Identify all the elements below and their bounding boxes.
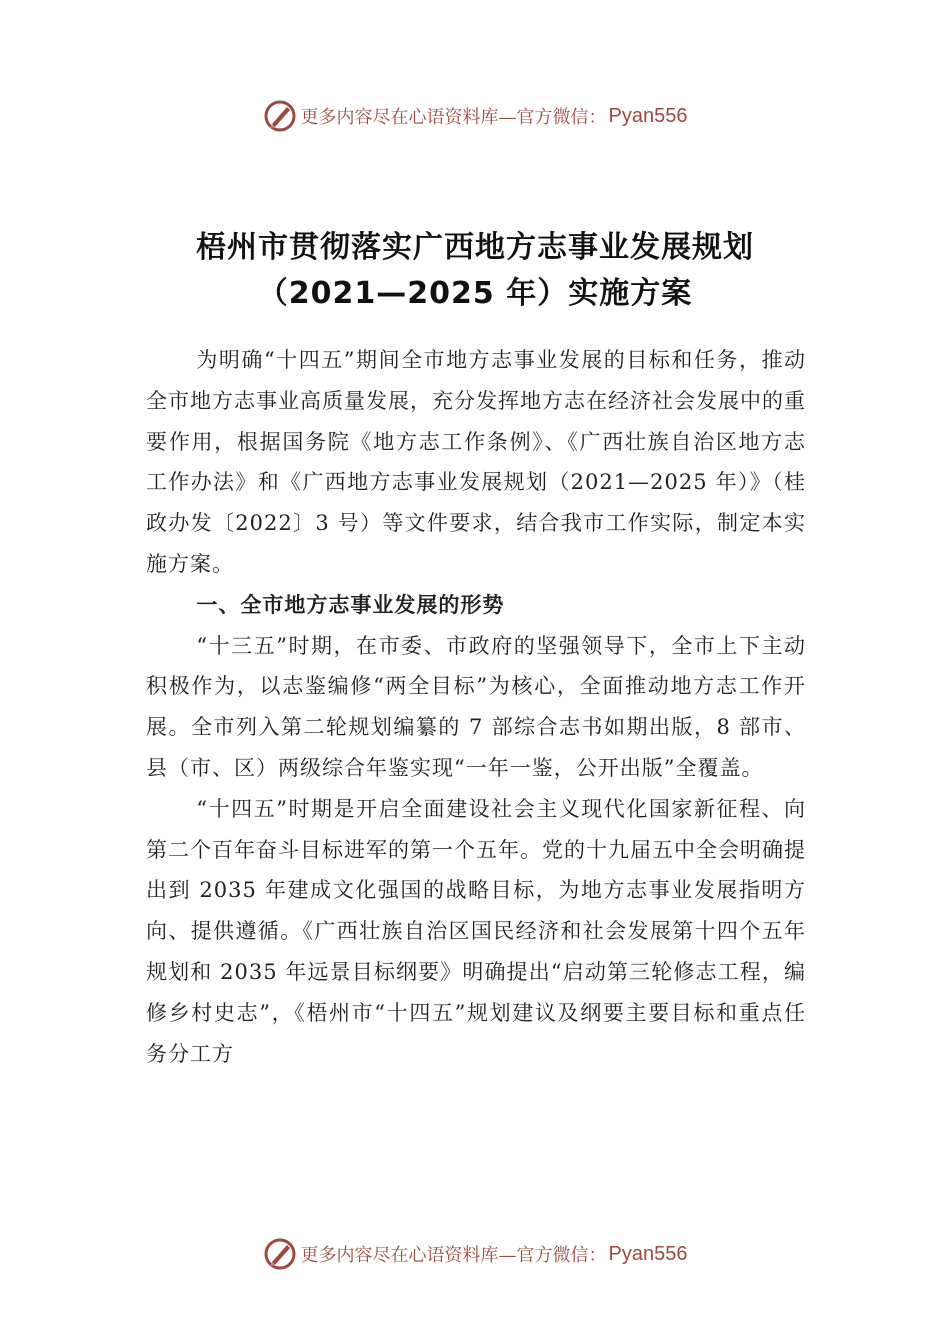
watermark-account: Pyan556 <box>608 1242 688 1265</box>
document-body <box>146 340 806 1074</box>
watermark-footer <box>0 1234 950 1274</box>
pen-seal-icon <box>263 1237 297 1271</box>
pen-seal-icon <box>263 99 297 133</box>
section-heading: 一、全市地方志事业发展的形势 <box>196 592 505 617</box>
watermark-text: 更多内容尽在心语资料库—官方微信： <box>300 1245 607 1266</box>
document-title-line2: （2021—2025 年）实施方案 <box>257 276 693 311</box>
body-paragraph: “十三五”时期，在市委、市政府的坚强领导下，全市上下主动积极作为，以志鉴编修“两全目标”为核心，全面推动地方志工作开展。全市列入第二轮规划编纂的 7 部综合志书如期出版，8 部市、县（市、区）两级综合年鉴实现“一年一鉴，公开出版”全覆盖。 <box>146 633 806 780</box>
document-title-line1: 梧州市贯彻落实广西地方志事业发展规划 <box>196 230 754 265</box>
body-paragraph: “十四五”时期是开启全面建设社会主义现代化国家新征程、向第二个百年奋斗目标进军的第一个五年。党的十九届五中全会明确提出到 2035 年建成文化强国的战略目标，为地方志事业发展指明方向、提供遵循。《广西壮族自治区国民经济和社会发展第十四个五年规划和 2035 年远景目标纲要》明确提出“启动第三轮修志工程，编修乡村史志”，《梧州市“十四五”规划建议及纲要主要目标和重点任务分工方 <box>146 796 806 1066</box>
watermark-account: Pyan556 <box>608 104 688 127</box>
watermark-text: 更多内容尽在心语资料库—官方微信： <box>300 107 607 128</box>
watermark-header <box>0 96 950 136</box>
intro-paragraph: 为明确“十四五”期间全市地方志事业发展的目标和任务，推动全市地方志事业高质量发展，充分发挥地方志在经济社会发展中的重要作用，根据国务院《地方志工作条例》、《广西壮族自治区地方志工作办法》和《广西地方志事业发展规划（2021—2025 年）》（桂政办发〔2022〕3 号）等文件要求，结合我市工作实际，制定本实施方案。 <box>146 348 806 576</box>
